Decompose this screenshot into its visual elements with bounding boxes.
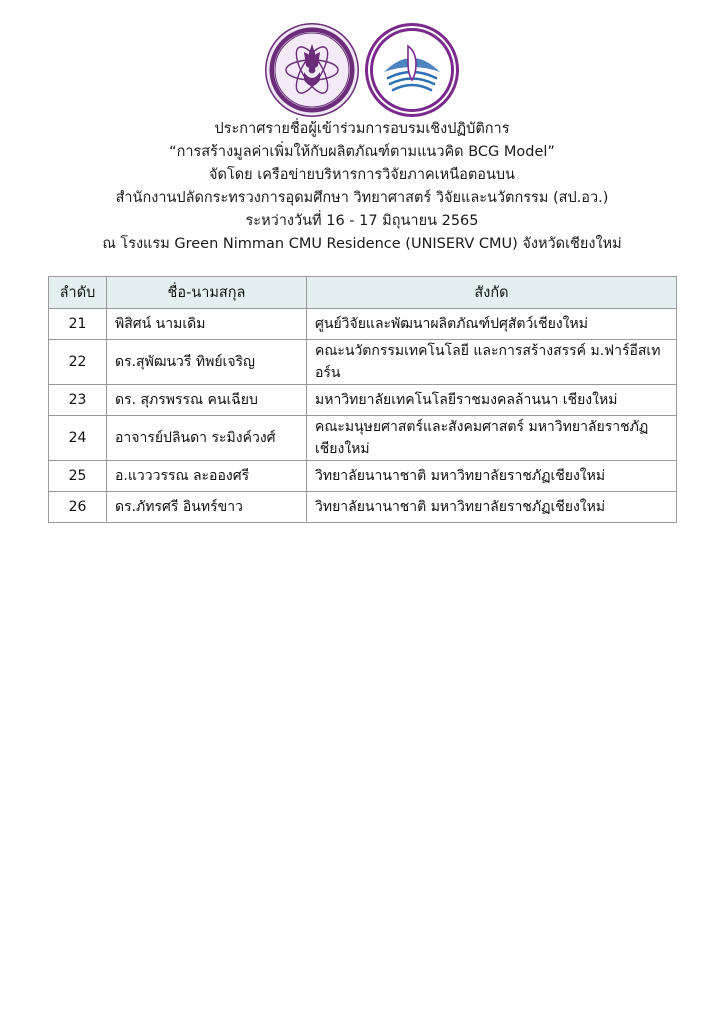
heading-line-5: ระหว่างวันที่ 16 - 17 มิถุนายน 2565: [245, 213, 479, 229]
cell-org: วิทยาลัยนานาชาติ มหาวิทยาลัยราชภัฏเชียงใหม่: [307, 492, 677, 523]
cell-no: 21: [49, 309, 107, 340]
table-row: [49, 385, 677, 416]
table-row: [49, 492, 677, 523]
cell-no: 25: [49, 461, 107, 492]
heading-line-2: “การสร้างมูลค่าเพิ่มให้กับผลิตภัณฑ์ตามแนวคิด BCG Model”: [169, 144, 555, 160]
column-header-no: ลำดับ: [49, 277, 107, 309]
cell-name: อาจารย์ปลินดา ระมิงค์วงศ์: [107, 416, 307, 461]
cell-org: ศูนย์วิจัยและพัฒนาผลิตภัณฑ์ปศุสัตว์เชียงใหม่: [307, 309, 677, 340]
cell-no: 24: [49, 416, 107, 461]
heading-line-1: ประกาศรายชื่อผู้เข้าร่วมการอบรมเชิงปฏิบัติการ: [214, 121, 510, 137]
ministry-seal-logo: [264, 22, 360, 118]
table-row: [49, 416, 677, 461]
cell-name: อ.แวววรรณ ละอองศรี: [107, 461, 307, 492]
table-row: [49, 340, 677, 385]
participants-table: [48, 276, 677, 523]
heading-line-4: สำนักงานปลัดกระทรวงการอุดมศึกษา วิทยาศาสตร์ วิจัยและนวัตกรรม (สป.อว.): [115, 190, 609, 206]
table-header-row: [49, 277, 677, 309]
cell-org: คณะนวัตกรรมเทคโนโลยี และการสร้างสรรค์ ม.ฟาร์อีสเทอร์น: [307, 340, 677, 385]
cell-name: ดร.ภัทรศรี อินทร์ขาว: [107, 492, 307, 523]
cell-org: มหาวิทยาลัยเทคโนโลยีราชมงคลล้านนา เชียงใหม่: [307, 385, 677, 416]
cell-org: วิทยาลัยนานาชาติ มหาวิทยาลัยราชภัฏเชียงใหม่: [307, 461, 677, 492]
cell-name: พิสิศน์ นามเดิม: [107, 309, 307, 340]
cell-no: 26: [49, 492, 107, 523]
cell-org: คณะมนุษยศาสตร์และสังคมศาสตร์ มหาวิทยาลัยราชภัฏเชียงใหม่: [307, 416, 677, 461]
heading-line-3: จัดโดย เครือข่ายบริหารการวิจัยภาคเหนือตอนบน: [209, 167, 515, 183]
northern-research-network-logo: [364, 22, 460, 118]
cell-no: 22: [49, 340, 107, 385]
column-header-name: ชื่อ-นามสกุล: [107, 277, 307, 309]
logo-row: [48, 0, 676, 104]
column-header-org: สังกัด: [307, 277, 677, 309]
table-row: [49, 461, 677, 492]
table-row: [49, 309, 677, 340]
cell-no: 23: [49, 385, 107, 416]
cell-name: ดร. สุภรพรรณ คนเฉียบ: [107, 385, 307, 416]
heading-line-6: ณ โรงแรม Green Nimman CMU Residence (UNISERV CMU) จังหวัดเชียงใหม่: [102, 236, 622, 252]
document-heading: [48, 118, 676, 256]
cell-name: ดร.สุพัฒนวรี ทิพย์เจริญ: [107, 340, 307, 385]
